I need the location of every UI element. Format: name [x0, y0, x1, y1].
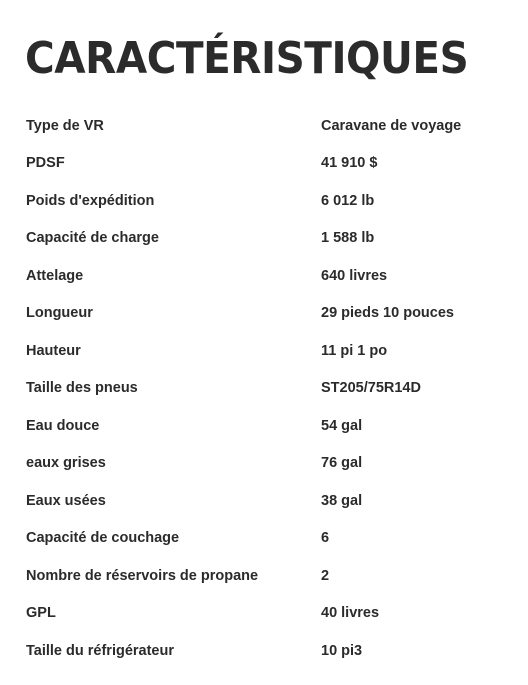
spec-value: 10 pi3 — [321, 642, 363, 659]
spec-label: Taille du réfrigérateur — [26, 642, 174, 659]
spec-row-hitch — [26, 257, 506, 295]
spec-row-tire-size — [26, 370, 506, 408]
spec-value: 41 910 $ — [321, 155, 378, 172]
spec-row-height — [26, 332, 506, 370]
spec-row-sleeping-capacity — [26, 520, 506, 558]
spec-value: 6 012 lb — [321, 192, 375, 209]
spec-label: Eau douce — [26, 417, 100, 434]
spec-label: GPL — [26, 605, 56, 622]
spec-label: Eaux usées — [26, 492, 106, 509]
spec-row-length — [26, 295, 506, 333]
spec-value: 640 livres — [321, 267, 388, 284]
spec-value: 1 588 lb — [321, 230, 375, 247]
spec-row-grey-water — [26, 445, 506, 483]
spec-label: Capacité de couchage — [26, 530, 180, 547]
spec-label: Longueur — [26, 305, 93, 322]
spec-value: 38 gal — [321, 492, 363, 509]
spec-row-fresh-water — [26, 407, 506, 445]
spec-row-lpg — [26, 595, 506, 633]
spec-label: Poids d'expédition — [26, 192, 155, 209]
spec-value: 76 gal — [321, 455, 363, 472]
spec-value: ST205/75R14D — [321, 380, 421, 397]
spec-value: 11 pi 1 po — [321, 342, 388, 359]
spec-label: Taille des pneus — [26, 380, 138, 397]
spec-row-rv-type — [26, 107, 506, 145]
spec-label: Attelage — [26, 267, 84, 284]
spec-label: Nombre de réservoirs de propane — [26, 567, 259, 584]
spec-value: 2 — [321, 567, 330, 584]
spec-label: Type de VR — [26, 117, 104, 134]
spec-row-propane-tanks — [26, 557, 506, 595]
spec-label: Hauteur — [26, 342, 81, 359]
spec-label: PDSF — [26, 155, 65, 172]
spec-row-black-water — [26, 482, 506, 520]
spec-value: 29 pieds 10 pouces — [321, 305, 454, 322]
spec-row-fridge-size — [26, 632, 506, 670]
spec-label: eaux grises — [26, 455, 106, 472]
spec-value: 6 — [321, 530, 330, 547]
page-title: CARACTÉRISTIQUES — [25, 33, 469, 84]
spec-row-cargo-capacity — [26, 220, 506, 258]
spec-value: Caravane de voyage — [321, 117, 462, 134]
spec-value: 54 gal — [321, 417, 363, 434]
spec-table — [26, 107, 506, 670]
spec-row-shipping-weight — [26, 182, 506, 220]
spec-row-msrp — [26, 145, 506, 183]
spec-value: 40 livres — [321, 605, 380, 622]
spec-label: Capacité de charge — [26, 230, 159, 247]
